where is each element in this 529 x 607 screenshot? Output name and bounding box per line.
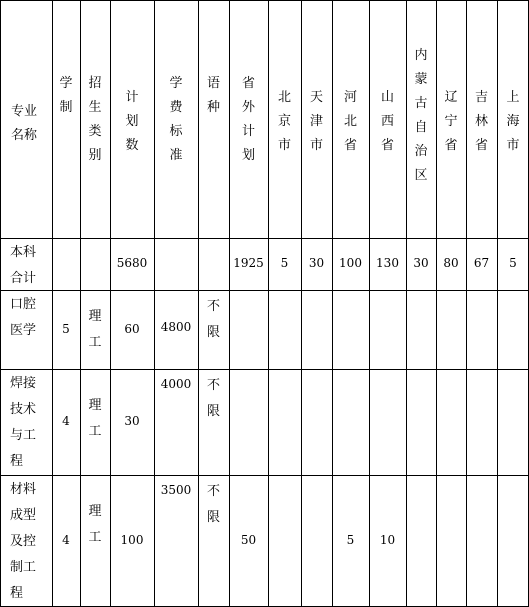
cell-language	[198, 238, 229, 290]
grid-hline	[0, 238, 529, 239]
header-category	[80, 72, 110, 234]
header-label: 天津市	[309, 90, 323, 153]
cell-value: 4	[62, 533, 70, 547]
cell-shanghai	[497, 290, 529, 369]
cell-value: 1925	[233, 256, 264, 270]
cell-tuition	[154, 290, 198, 369]
cell-years	[52, 290, 80, 369]
cell-value: 5	[509, 256, 517, 270]
cell-value: 100	[339, 256, 362, 270]
cell-outside	[229, 238, 268, 290]
cell-neimenggu	[406, 475, 436, 607]
cell-liaoning	[436, 290, 466, 369]
grid-hline	[0, 290, 529, 291]
header-label: 学费标准	[169, 76, 183, 163]
cell-value: 5	[62, 321, 70, 336]
grid-vline	[154, 0, 155, 607]
cell-years	[52, 369, 80, 475]
grid-vline	[466, 0, 467, 607]
header-label: 山西省	[380, 90, 394, 153]
cell-value: 4000	[160, 377, 192, 391]
cell-value: 不限	[206, 378, 220, 419]
cell-tianjin	[301, 238, 332, 290]
header-label: 河北省	[343, 90, 357, 153]
cell-hebei	[332, 238, 369, 290]
cell-value: 本科合计	[10, 245, 37, 286]
cell-jilin	[466, 369, 497, 475]
cell-plan	[110, 238, 154, 290]
grid-vline	[436, 0, 437, 607]
cell-value: 材料成型及控制工程	[10, 482, 37, 601]
header-label: 上海市	[506, 90, 520, 153]
grid-vline	[268, 0, 269, 607]
cell-hebei	[332, 290, 369, 369]
cell-value: 30	[413, 256, 429, 270]
cell-jilin	[466, 475, 497, 607]
cell-category	[80, 290, 110, 369]
grid-vline	[369, 0, 370, 607]
cell-beijing	[268, 475, 301, 607]
header-neimenggu	[406, 44, 436, 234]
cell-liaoning	[436, 238, 466, 290]
grid-vline	[301, 0, 302, 607]
header-label: 语种	[206, 76, 220, 115]
header-plan	[110, 86, 154, 234]
cell-value: 60	[124, 321, 140, 336]
header-shanxi	[369, 86, 406, 234]
header-jilin	[466, 86, 497, 234]
cell-years	[52, 238, 80, 290]
grid-hline	[0, 369, 529, 370]
cell-category	[80, 238, 110, 290]
cell-value: 5680	[116, 256, 148, 270]
cell-beijing	[268, 238, 301, 290]
cell-language	[198, 475, 229, 607]
cell-jilin	[466, 290, 497, 369]
cell-plan	[110, 475, 154, 607]
cell-value: 50	[240, 533, 257, 547]
grid-vline	[52, 0, 53, 607]
header-language	[198, 72, 229, 234]
cell-tianjin	[301, 369, 332, 475]
cell-category	[80, 369, 110, 475]
cell-neimenggu	[406, 369, 436, 475]
header-tianjin	[301, 86, 332, 234]
cell-liaoning	[436, 475, 466, 607]
cell-hebei	[332, 475, 369, 607]
cell-tuition	[154, 238, 198, 290]
cell-outside	[229, 369, 268, 475]
header-major	[0, 100, 52, 234]
header-label: 北京市	[277, 90, 291, 153]
cell-major	[0, 369, 52, 475]
header-beijing	[268, 86, 301, 234]
cell-value: 5	[346, 533, 355, 547]
cell-language	[198, 290, 229, 369]
cell-major	[0, 238, 52, 290]
cell-value: 不限	[206, 299, 220, 340]
cell-neimenggu	[406, 238, 436, 290]
header-hebei	[332, 86, 369, 234]
header-label: 计划数	[125, 90, 139, 153]
grid-vline	[406, 0, 407, 607]
cell-value: 10	[379, 533, 396, 547]
header-shanghai	[497, 86, 529, 234]
cell-value: 30	[124, 414, 140, 428]
cell-outside	[229, 290, 268, 369]
cell-plan	[110, 369, 154, 475]
cell-major	[0, 290, 52, 369]
cell-liaoning	[436, 369, 466, 475]
header-tuition	[154, 72, 198, 234]
header-outside	[229, 72, 268, 234]
cell-shanghai	[497, 238, 529, 290]
header-label: 省外计划	[241, 76, 255, 163]
cell-value: 30	[308, 256, 325, 270]
cell-beijing	[268, 369, 301, 475]
cell-hebei	[332, 369, 369, 475]
header-label: 内蒙古自治区	[414, 48, 428, 183]
cell-years	[52, 475, 80, 607]
cell-outside	[229, 475, 268, 607]
header-label: 辽宁省	[444, 90, 458, 153]
cell-value: 4	[62, 414, 70, 428]
cell-value: 不限	[206, 484, 220, 525]
grid-vline	[80, 0, 81, 607]
grid-vline	[198, 0, 199, 607]
header-liaoning	[436, 86, 466, 234]
grid-vline	[229, 0, 230, 607]
header-label: 学制	[59, 76, 73, 115]
header-label: 专业名称	[10, 104, 37, 143]
cell-neimenggu	[406, 290, 436, 369]
header-label: 吉林省	[474, 90, 488, 153]
grid-vline	[0, 0, 1, 607]
grid-hline	[0, 475, 529, 476]
cell-shanghai	[497, 475, 529, 607]
cell-plan	[110, 290, 154, 369]
cell-value: 5	[280, 256, 289, 270]
cell-category	[80, 475, 110, 607]
cell-value: 理工	[88, 309, 102, 350]
cell-value: 理工	[88, 398, 102, 439]
grid-vline	[497, 0, 498, 607]
cell-shanxi	[369, 238, 406, 290]
cell-tuition	[154, 369, 198, 475]
grid-vline	[110, 0, 111, 607]
cell-value: 焊接技术与工程	[10, 376, 37, 469]
cell-value: 130	[376, 256, 399, 270]
cell-value: 67	[473, 256, 490, 270]
cell-tianjin	[301, 475, 332, 607]
cell-value: 4800	[160, 320, 192, 334]
header-label: 招生类别	[88, 76, 102, 163]
cell-language	[198, 369, 229, 475]
grid-vline	[332, 0, 333, 607]
cell-shanxi	[369, 475, 406, 607]
cell-shanghai	[497, 369, 529, 475]
cell-jilin	[466, 238, 497, 290]
header-years	[52, 72, 80, 234]
cell-value: 口腔医学	[10, 297, 37, 338]
cell-value: 3500	[160, 483, 192, 497]
cell-value: 100	[120, 533, 144, 547]
cell-tuition	[154, 475, 198, 607]
cell-value: 80	[443, 256, 459, 270]
grid-hline	[0, 0, 529, 1]
cell-value: 理工	[88, 504, 102, 545]
cell-tianjin	[301, 290, 332, 369]
cell-shanxi	[369, 290, 406, 369]
cell-major	[0, 475, 52, 607]
cell-shanxi	[369, 369, 406, 475]
cell-beijing	[268, 290, 301, 369]
